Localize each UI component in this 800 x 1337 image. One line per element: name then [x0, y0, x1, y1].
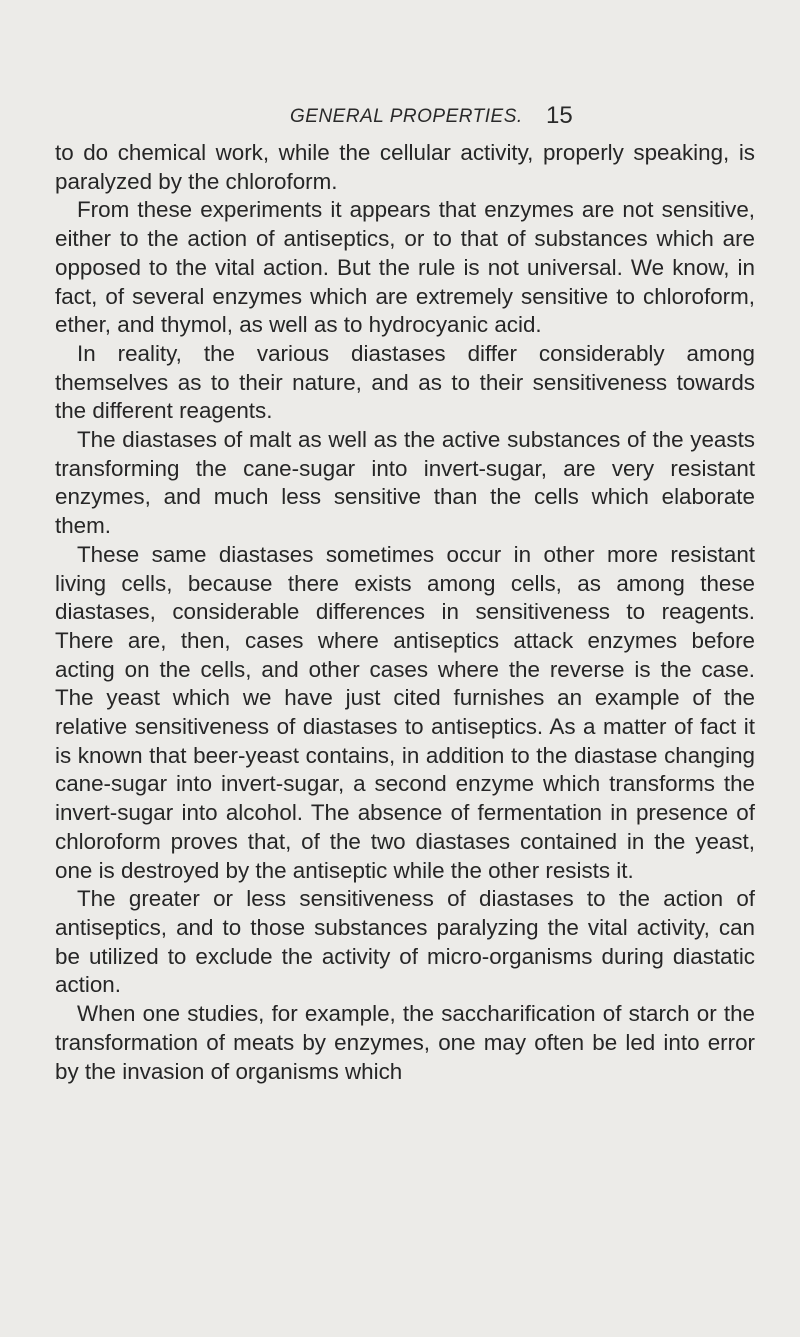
paragraph: The greater or less sensitiveness of diastases to the action of antiseptics, and to those substances paralyzing the vital activity, can be utilized to exclude the activity of micro-organisms during diastatic action. — [55, 886, 755, 998]
paragraph: These same diastases sometimes occur in other more resistant living cells, because there exists among cells, as among these diastases, considerable differences in sensitiveness to reagents. There are, then, cases where antiseptics attack enzymes before acting on the cells, and other cases where the reverse is the case. The yeast which we have just cited furnishes an example of the relative sensitiveness of diastases to antiseptics. As a matter of fact it is known that beer-yeast contains, in addition to the diastase changing cane-sugar into invert-sugar, a second enzyme which transforms the invert-sugar into alcohol. The absence of fermentation in presence of chloroform proves that, of the two diastases contained in the yeast, one is destroyed by the antiseptic while the other resists it. — [55, 541, 755, 883]
paragraph: From these experiments it appears that enzymes are not sensitive, either to the action of antiseptics, or to that of substances which are opposed to the vital action. But the rule is not universal. We know, in fact, of several enzymes which are extremely sensitive to chloroform, ether, and thymol, as well as to hydrocyanic acid. — [55, 197, 755, 338]
paragraph: The diastases of malt as well as the active substances of the yeasts transforming the cane-sugar into invert-sugar, are very resistant enzymes, and much less sensitive than the cells which elaborate them. — [55, 427, 755, 539]
page-number: 15 — [546, 102, 573, 129]
paragraph: When one studies, for example, the saccharification of starch or the transformation of meats by enzymes, one may often be led into error by the invasion of organisms which — [55, 1001, 755, 1084]
body-text — [55, 139, 755, 1086]
paragraph-continuation: to do chemical work, while the cellular activity, properly speaking, is paralyzed by the chloroform. — [55, 140, 755, 194]
paragraph: In reality, the various diastases differ considerably among themselves as to their nature, and as to their sensitiveness towards the different reagents. — [55, 340, 755, 424]
running-head: GENERAL PROPERTIES. — [290, 106, 523, 127]
